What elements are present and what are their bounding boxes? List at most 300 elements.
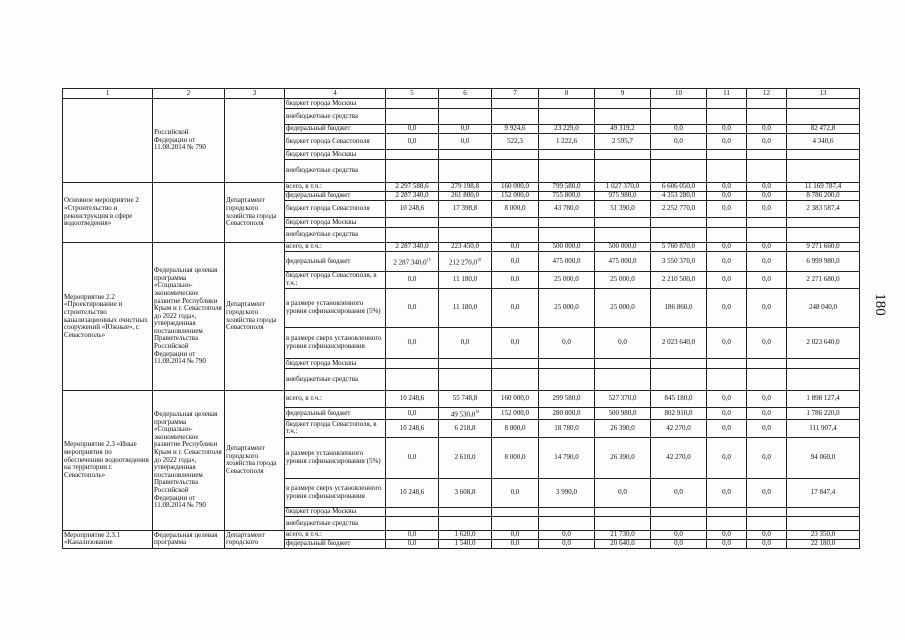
amount-cell [707, 272, 747, 289]
amount-value: 299 580,0 [552, 394, 581, 403]
amount-cell [651, 150, 707, 160]
amount-value: 18 780,0 [554, 423, 579, 432]
column-header: 11 [707, 89, 747, 99]
amount-cell [707, 530, 747, 539]
amount-value: 845 180,0 [664, 394, 693, 403]
amount-cell [539, 192, 595, 201]
amount-cell [707, 419, 747, 437]
funding-source-cell: бюджет города Севастополя, в т.ч.: [285, 272, 386, 289]
amount-value: 0,0 [674, 530, 683, 539]
amount-cell [747, 516, 787, 530]
amount-cell [595, 359, 651, 369]
amount-cell [707, 192, 747, 201]
amount-cell [707, 507, 747, 516]
amount-value: 0,0 [460, 338, 470, 347]
funding-source-cell: внебюджетные средства [285, 369, 386, 391]
amount-cell [386, 289, 439, 328]
column-header: 10 [651, 89, 707, 99]
amount-cell [439, 408, 492, 420]
header-row [63, 89, 860, 99]
amount-cell [439, 243, 492, 252]
amount-cell [595, 160, 651, 183]
amount-cell [787, 150, 860, 160]
amount-cell [539, 183, 595, 192]
column-header: 4 [285, 89, 386, 99]
amount-cell [386, 391, 439, 408]
amount-value: 42 270,0 [666, 453, 691, 462]
amount-value: 10 248,6 [399, 488, 425, 497]
amount-value: 25 000,0 [554, 303, 579, 312]
amount-cell [787, 243, 860, 252]
amount-cell [439, 99, 492, 109]
amount-cell [707, 99, 747, 109]
amount-cell [492, 437, 539, 478]
amount-cell [439, 419, 492, 437]
amount-cell [787, 134, 860, 150]
amount-cell [492, 109, 539, 125]
amount-cell [539, 125, 595, 134]
executor-cell: Департамент городского хозяйства города Севастополя [225, 183, 285, 243]
amount-cell [492, 160, 539, 183]
table-row [63, 391, 860, 408]
amount-cell [492, 408, 539, 420]
amount-value: 0,0 [562, 539, 571, 548]
amount-cell [439, 272, 492, 289]
funding-source-cell: бюджет города Москвы [285, 150, 386, 160]
amount-cell [651, 437, 707, 478]
amount-cell [492, 530, 539, 539]
amount-cell [539, 160, 595, 183]
amount-cell [492, 183, 539, 192]
amount-cell [787, 369, 860, 391]
amount-value: 43 780,0 [554, 204, 579, 213]
amount-cell [747, 243, 787, 252]
amount-value: 3 990,0 [556, 488, 577, 497]
amount-cell [492, 125, 539, 134]
amount-value: 0,0 [762, 453, 771, 462]
amount-cell [386, 539, 439, 548]
amount-value: 0,0 [407, 453, 417, 462]
amount-cell [651, 160, 707, 183]
amount-cell [492, 272, 539, 289]
amount-value: 3 550 370,0 [661, 256, 696, 265]
amount-value: 975 980,0 [608, 191, 637, 200]
amount-cell [707, 125, 747, 134]
amount-value: 10 248,6 [399, 204, 425, 213]
amount-value: 261 800,0 [451, 191, 479, 200]
measure-name-cell: Мероприятие 2.3 «Иные мероприятия по обеспечению водоотведения на территории г. Севастополь» [63, 391, 153, 531]
amount-value: 0,0 [762, 124, 771, 133]
amount-cell [787, 160, 860, 183]
amount-cell [787, 408, 860, 420]
amount-value: 25 000,0 [610, 303, 635, 312]
amount-value: 111 907,4 [809, 423, 837, 432]
amount-cell [787, 289, 860, 328]
amount-value: 0,0 [722, 124, 731, 133]
amount-value: 0,0 [762, 539, 771, 548]
amount-cell [439, 109, 492, 125]
amount-cell [787, 252, 860, 272]
funding-source-cell: в размере установленного уровня софинансирования (5%) [285, 289, 386, 328]
amount-cell [787, 437, 860, 478]
amount-cell [747, 530, 787, 539]
amount-cell [539, 419, 595, 437]
amount-cell [707, 243, 747, 252]
amount-cell [492, 218, 539, 228]
amount-value: 3 608,8 [454, 488, 476, 497]
amount-cell [651, 539, 707, 548]
amount-cell [539, 328, 595, 359]
amount-cell [386, 359, 439, 369]
amount-value: 0,0 [762, 408, 771, 417]
amount-cell [747, 109, 787, 125]
amount-value: 223 450,0 [451, 242, 479, 251]
amount-cell [386, 218, 439, 228]
column-header: 5 [386, 89, 439, 99]
amount-value: 0,0 [722, 408, 731, 417]
amount-cell [651, 530, 707, 539]
amount-value: 0,0 [562, 530, 571, 539]
amount-cell [595, 437, 651, 478]
amount-cell [651, 369, 707, 391]
amount-value: 0,0 [722, 204, 731, 213]
amount-cell [492, 359, 539, 369]
amount-cell [747, 134, 787, 150]
amount-cell [439, 530, 492, 539]
amount-cell [439, 328, 492, 359]
amount-cell [539, 228, 595, 243]
amount-cell [747, 391, 787, 408]
program-cell: Российской Федерации от 11.08.2014 № 790 [153, 99, 225, 183]
amount-cell [707, 252, 747, 272]
amount-value: 0,0 [762, 338, 771, 347]
funding-source-cell: федеральный бюджет [285, 252, 386, 272]
amount-value: 26 390,0 [610, 423, 635, 432]
funding-source-cell: бюджет города Москвы [285, 507, 386, 516]
amount-cell [595, 478, 651, 507]
amount-value: 9 924,6 [504, 124, 526, 133]
amount-value: 6 218,8 [454, 423, 476, 432]
amount-value: 1 898 127,4 [806, 394, 840, 403]
amount-cell [595, 391, 651, 408]
amount-value: 2 287 340,0 [395, 191, 429, 200]
amount-cell [651, 328, 707, 359]
amount-cell [707, 437, 747, 478]
amount-value: 527 370,0 [608, 394, 637, 403]
amount-cell [439, 437, 492, 478]
amount-cell [439, 150, 492, 160]
amount-cell [386, 125, 439, 134]
amount-value: 186 860,0 [664, 303, 693, 312]
amount-cell [539, 201, 595, 218]
amount-cell [595, 539, 651, 548]
amount-cell [439, 201, 492, 218]
amount-value: 2 297 588,6 [395, 182, 429, 191]
amount-value: 0,0 [674, 124, 683, 133]
amount-value: 0,0 [407, 275, 417, 284]
amount-cell [787, 192, 860, 201]
amount-cell [439, 252, 492, 272]
table-row [63, 530, 860, 539]
amount-cell [787, 478, 860, 507]
amount-cell [747, 437, 787, 478]
amount-value: 0,0 [762, 423, 771, 432]
amount-value: 0,0 [722, 530, 731, 539]
amount-value: 0,0 [722, 182, 731, 191]
amount-value: 94 060,0 [810, 453, 836, 462]
amount-cell [539, 530, 595, 539]
amount-value: 475 000,0 [608, 256, 637, 265]
amount-cell [386, 437, 439, 478]
amount-value: 0,0 [510, 488, 520, 497]
column-header: 13 [787, 89, 860, 99]
funding-source-cell: всего, в т.ч.: [285, 243, 386, 252]
amount-value: 0,0 [460, 136, 470, 145]
program-cell: Федеральная целевая программа [153, 530, 225, 548]
funding-source-cell: бюджет города Севастополя [285, 201, 386, 218]
amount-cell [787, 99, 860, 109]
amount-cell [747, 125, 787, 134]
amount-value: 0,0 [510, 539, 520, 548]
amount-value: 23 229,0 [554, 124, 579, 133]
amount-cell [651, 183, 707, 192]
funding-source-cell: в размере сверх установленного уровня софинансирования [285, 328, 386, 359]
amount-cell [539, 218, 595, 228]
amount-cell [787, 201, 860, 218]
amount-value: 2 287 340,0 [395, 242, 429, 251]
amount-value: 0,0 [618, 338, 627, 347]
amount-cell [651, 192, 707, 201]
measure-name-cell: Мероприятие 2.2 «Проектирование и строительство канализационных очистных сооружений «Южные», г. Севастополь» [63, 243, 153, 391]
amount-cell [439, 478, 492, 507]
amount-value: 248 040,0 [809, 303, 837, 312]
amount-value: 160 000,0 [501, 182, 529, 191]
amount-cell [747, 150, 787, 160]
amount-value: 10 248,6 [399, 394, 425, 403]
amount-cell [595, 507, 651, 516]
amount-value: 0,0 [722, 136, 731, 145]
funding-source-cell: бюджет города Москвы [285, 218, 386, 228]
amount-value: 6 606 050,0 [661, 182, 696, 191]
amount-value: 0,0 [407, 303, 417, 312]
amount-value: 500 000,0 [552, 242, 581, 251]
amount-cell [787, 228, 860, 243]
funding-source-cell: бюджет города Севастополя [285, 134, 386, 150]
amount-value: 2 383 587,4 [806, 204, 840, 213]
amount-cell [747, 369, 787, 391]
amount-cell [747, 160, 787, 183]
amount-value: 0,0 [510, 242, 520, 251]
amount-value: 1 027 370,0 [605, 182, 640, 191]
amount-cell [386, 507, 439, 516]
amount-value: 0,0 [722, 453, 731, 462]
amount-value: 4 340,6 [812, 136, 834, 145]
amount-value: 14 790,0 [554, 453, 579, 462]
amount-cell [651, 125, 707, 134]
amount-value: 8 786 200,0 [806, 191, 840, 200]
funding-source-cell: внебюджетные средства [285, 109, 386, 125]
amount-cell [386, 369, 439, 391]
amount-value: 0,0 [510, 256, 520, 265]
amount-value: 0,0 [722, 256, 731, 265]
amount-value: 0,0 [407, 539, 417, 548]
amount-value: 25 000,0 [554, 275, 579, 284]
amount-cell [787, 507, 860, 516]
amount-value: 0,0 [762, 256, 771, 265]
amount-cell [747, 192, 787, 201]
amount-value: 2 210 500,0 [661, 275, 696, 284]
amount-cell [439, 507, 492, 516]
amount-cell [386, 150, 439, 160]
amount-cell [439, 125, 492, 134]
amount-cell [747, 272, 787, 289]
amount-value: 0,0 [407, 338, 417, 347]
amount-cell [595, 419, 651, 437]
column-header: 2 [153, 89, 225, 99]
amount-value: 17 398,8 [452, 204, 478, 213]
amount-cell [747, 228, 787, 243]
amount-cell [386, 419, 439, 437]
amount-cell [595, 289, 651, 328]
amount-cell [787, 516, 860, 530]
amount-cell [595, 99, 651, 109]
amount-value: 0,0 [722, 539, 731, 548]
amount-cell [386, 530, 439, 539]
amount-cell [747, 359, 787, 369]
column-header: 9 [595, 89, 651, 99]
program-cell: Федеральная целевая программа «Социально-экономическое развитие Республики Крым и г. Севастополя до 2022 года», утвержденная постановлением Правительства Российской Федерации от 11.08.2014 № 790 [153, 391, 225, 531]
amount-value: 160 000,0 [501, 394, 529, 403]
amount-cell [539, 289, 595, 328]
amount-cell [539, 516, 595, 530]
amount-value: 8 000,0 [504, 423, 526, 432]
amount-cell [595, 272, 651, 289]
amount-cell [386, 516, 439, 530]
amount-cell [439, 539, 492, 548]
funding-source-cell: всего, в т.ч.: [285, 391, 386, 408]
amount-value: 49 319,2 [610, 124, 635, 133]
amount-cell [787, 539, 860, 548]
footnote-mark: 19 [475, 409, 480, 414]
amount-cell [439, 391, 492, 408]
amount-cell [386, 252, 439, 272]
amount-cell [386, 478, 439, 507]
amount-value: 279 198,8 [451, 182, 479, 191]
program-cell [153, 183, 225, 243]
amount-cell [492, 150, 539, 160]
amount-value: 152 000,0 [501, 191, 529, 200]
amount-cell [707, 369, 747, 391]
amount-value: 212 270,0 [449, 258, 477, 267]
amount-cell [707, 109, 747, 125]
amount-value: 1 222,6 [556, 136, 577, 145]
amount-value: 0,0 [722, 242, 731, 251]
amount-value: 1 786 220,0 [806, 408, 840, 417]
amount-cell [492, 516, 539, 530]
funding-source-cell: всего, в т.ч.: [285, 530, 386, 539]
executor-cell: Департамент городского хозяйства города Севастополя [225, 243, 285, 391]
amount-cell [787, 125, 860, 134]
amount-cell [747, 183, 787, 192]
amount-cell [539, 539, 595, 548]
amount-cell [439, 218, 492, 228]
funding-source-cell: в размере установленного уровня софинансирования (5%) [285, 437, 386, 478]
amount-value: 280 800,0 [552, 408, 581, 417]
table-row [63, 99, 860, 109]
amount-cell [747, 201, 787, 218]
amount-cell [747, 419, 787, 437]
amount-cell [651, 243, 707, 252]
amount-cell [386, 201, 439, 218]
amount-cell [707, 289, 747, 328]
executor-cell: Департамент городского [225, 530, 285, 548]
amount-cell [492, 539, 539, 548]
amount-value: 2 287 340,0 [393, 258, 427, 267]
amount-cell [747, 408, 787, 420]
column-header: 7 [492, 89, 539, 99]
column-header: 8 [539, 89, 595, 99]
amount-cell [707, 328, 747, 359]
funding-source-cell: бюджет города Москвы [285, 359, 386, 369]
amount-value: 0,0 [510, 530, 520, 539]
amount-cell [386, 134, 439, 150]
amount-cell [492, 507, 539, 516]
amount-cell [595, 150, 651, 160]
amount-cell [595, 201, 651, 218]
amount-value: 0,0 [762, 136, 771, 145]
amount-value: 799 580,0 [552, 182, 581, 191]
amount-cell [386, 228, 439, 243]
amount-cell [492, 478, 539, 507]
amount-cell [787, 183, 860, 192]
amount-cell [492, 328, 539, 359]
amount-cell [747, 289, 787, 328]
amount-value: 11 180,0 [452, 275, 478, 284]
amount-cell [386, 408, 439, 420]
amount-value: 0,0 [618, 488, 627, 497]
amount-cell [787, 391, 860, 408]
amount-cell [492, 419, 539, 437]
funding-source-cell: всего, в т.ч.: [285, 183, 386, 192]
amount-cell [386, 160, 439, 183]
amount-value: 20 640,0 [610, 539, 635, 548]
amount-value: 42 270,0 [666, 423, 691, 432]
amount-value: 0,0 [722, 488, 731, 497]
amount-cell [439, 369, 492, 391]
amount-cell [787, 328, 860, 359]
amount-cell [707, 228, 747, 243]
amount-cell [539, 437, 595, 478]
amount-value: 2 271 680,0 [806, 275, 840, 284]
amount-cell [787, 359, 860, 369]
amount-value: 55 748,8 [452, 394, 478, 403]
amount-value: 0,0 [460, 124, 470, 133]
amount-value: 0,0 [722, 338, 731, 347]
amount-cell [492, 192, 539, 201]
amount-value: 0,0 [762, 488, 771, 497]
amount-cell [595, 530, 651, 539]
amount-value: 0,0 [510, 303, 520, 312]
amount-cell [595, 109, 651, 125]
amount-cell [595, 516, 651, 530]
amount-cell [747, 252, 787, 272]
measure-name-cell [63, 99, 153, 183]
amount-cell [386, 328, 439, 359]
amount-cell [439, 516, 492, 530]
amount-value: 10 248,6 [399, 423, 425, 432]
amount-value: 0,0 [407, 124, 417, 133]
amount-value: 0,0 [674, 539, 683, 548]
